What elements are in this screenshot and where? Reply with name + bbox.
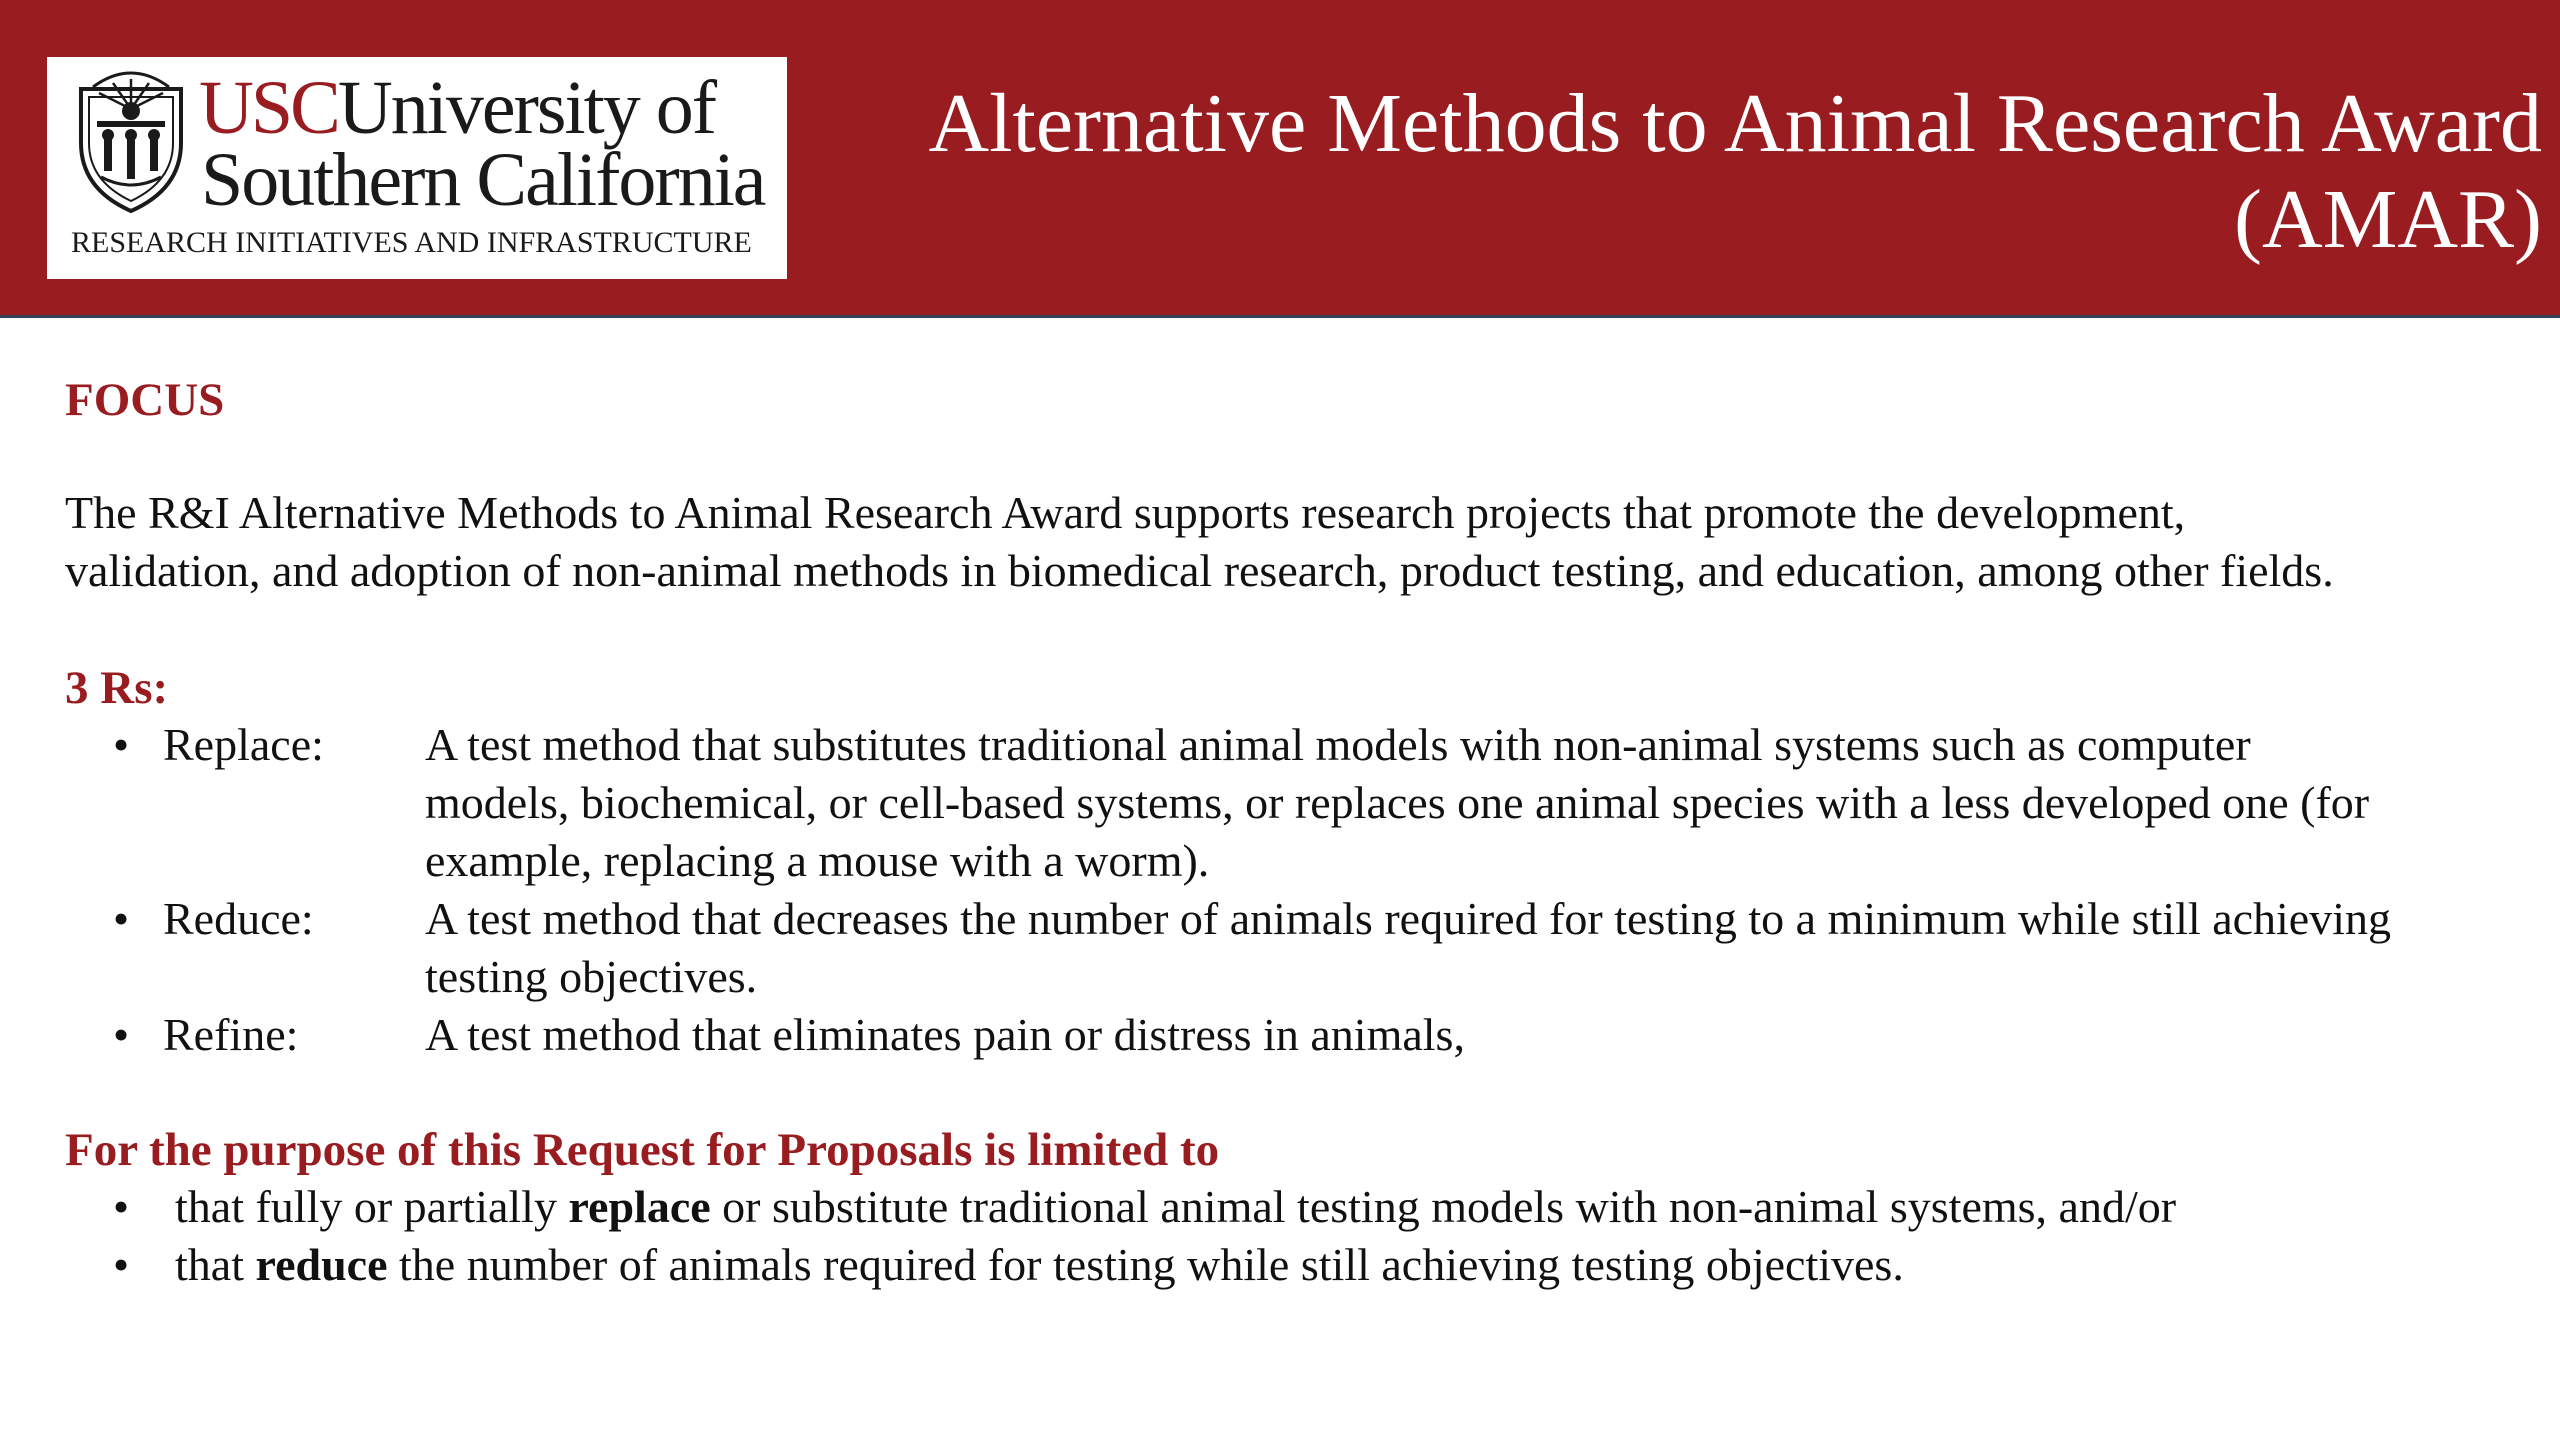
focus-paragraph (65, 484, 2505, 600)
list-item-reduce (113, 890, 2513, 1006)
focus-heading: FOCUS (65, 374, 225, 426)
purpose-text-pre: that (175, 1239, 256, 1290)
bullet-icon: • (113, 719, 130, 770)
header-banner (0, 0, 2560, 318)
three-rs-heading: 3 Rs: (65, 662, 169, 714)
term-refine: Refine: (163, 1009, 299, 1060)
desc-line: example, replacing a mouse with a worm). (425, 835, 1210, 886)
focus-line-1: The R&I Alternative Methods to Animal Research Award supports research projects that promote the development, (65, 487, 2186, 538)
bullet-icon: • (113, 893, 130, 944)
page-title-line-1: Alternative Methods to Animal Research Award (928, 77, 2542, 170)
purpose-keyword-reduce: reduce (255, 1239, 388, 1290)
desc-reduce (425, 890, 2513, 1006)
list-item-refine (113, 1006, 2513, 1064)
logo-usc-wordmark: USC (199, 66, 338, 150)
desc-line: testing objectives. (425, 951, 758, 1002)
three-rs-list (113, 716, 2513, 1064)
term-replace: Replace: (163, 719, 324, 770)
list-item-purpose-replace (113, 1178, 2513, 1236)
purpose-text-pre: that fully or partially (175, 1181, 569, 1232)
term-reduce: Reduce: (163, 893, 314, 944)
bullet-icon: • (113, 1239, 130, 1290)
usc-seal-icon (73, 65, 189, 215)
desc-line: A test method that eliminates pain or distress in animals, (425, 1009, 1465, 1060)
purpose-text-post: or substitute traditional animal testing models with non-animal systems, and/or (710, 1181, 2177, 1232)
bullet-icon: • (113, 1181, 130, 1232)
usc-logo[interactable] (47, 57, 787, 279)
list-item-replace (113, 716, 2513, 890)
desc-line: A test method that decreases the number of animals required for testing to a minimum while still achieving (425, 893, 2392, 944)
logo-subtitle: RESEARCH INITIATIVES AND INFRASTRUCTURE (71, 226, 752, 259)
purpose-list (113, 1178, 2513, 1294)
desc-replace (425, 716, 2513, 890)
logo-line-2: Southern California (201, 138, 765, 222)
list-item-purpose-reduce (113, 1236, 2513, 1294)
logo-university-text: University of (337, 66, 715, 150)
purpose-text-post: the number of animals required for testing while still achieving testing objectives. (387, 1239, 1904, 1290)
purpose-heading: For the purpose of this Request for Proposals is limited to (65, 1124, 1220, 1176)
focus-line-2: validation, and adoption of non-animal methods in biomedical research, product testing, and education, among other fields. (65, 545, 2334, 596)
desc-line: A test method that substitutes traditional animal models with non-animal systems such as computer (425, 719, 2251, 770)
bullet-icon: • (113, 1009, 130, 1060)
desc-refine (425, 1006, 2513, 1064)
page-title-line-2: (AMAR) (2234, 173, 2542, 266)
desc-line: models, biochemical, or cell-based systems, or replaces one animal species with a less developed one (for (425, 777, 2370, 828)
purpose-keyword-replace: replace (568, 1181, 711, 1232)
page-title (928, 76, 2542, 268)
